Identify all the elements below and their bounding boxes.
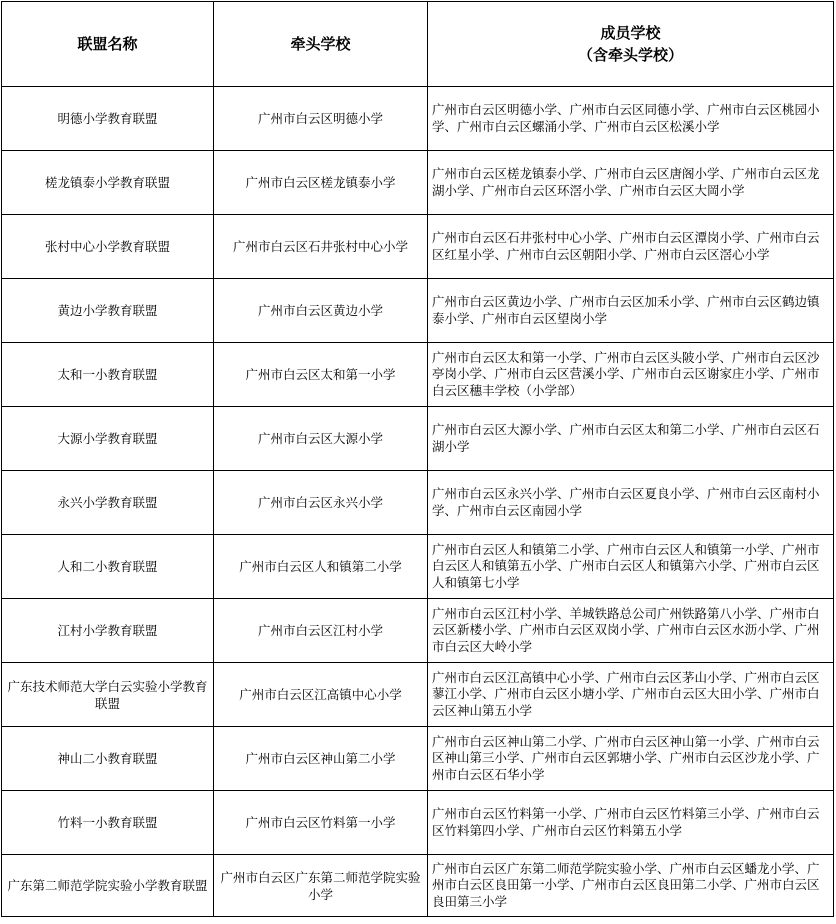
member-schools: 广州市白云区人和镇第二小学、广州市白云区人和镇第一小学、广州市白云区人和镇第五小学、广州市白云区人和镇第六小学、广州市白云区人和镇第七小学	[428, 535, 834, 599]
alliance-name: 竹料一小教育联盟	[2, 791, 214, 855]
lead-school: 广州市白云区竹料第一小学	[214, 791, 428, 855]
header-name: 联盟名称	[2, 2, 214, 87]
table-row	[2, 87, 834, 151]
member-schools: 广州市白云区大源小学、广州市白云区太和第二小学、广州市白云区石湖小学	[428, 407, 834, 471]
member-schools: 广州市白云区太和第一小学、广州市白云区头陂小学、广州市白云区沙亭岗小学、广州市白云区营溪小学、广州市白云区谢家庄小学、广州市白云区穗丰学校（小学部）	[428, 343, 834, 407]
table-row	[2, 471, 834, 535]
alliance-name: 黄边小学教育联盟	[2, 279, 214, 343]
alliance-name: 太和一小教育联盟	[2, 343, 214, 407]
table-row	[2, 791, 834, 855]
lead-school: 广州市白云区黄边小学	[214, 279, 428, 343]
alliance-name: 张村中心小学教育联盟	[2, 215, 214, 279]
lead-school: 广州市白云区江村小学	[214, 599, 428, 663]
lead-school: 广州市白云区槎龙镇泰小学	[214, 151, 428, 215]
table-row	[2, 151, 834, 215]
lead-school: 广州市白云区大源小学	[214, 407, 428, 471]
member-schools: 广州市白云区神山第二小学、广州市白云区神山第一小学、广州市白云区神山第三小学、广州市白云区郭塘小学、广州市白云区沙龙小学、广州市白云区石华小学	[428, 727, 834, 791]
table-row	[2, 407, 834, 471]
alliance-name: 江村小学教育联盟	[2, 599, 214, 663]
member-schools: 广州市白云区槎龙镇泰小学、广州市白云区唐阁小学、广州市白云区龙湖小学、广州市白云区环滘小学、广州市白云区大岡小学	[428, 151, 834, 215]
table-row	[2, 343, 834, 407]
member-schools: 广州市白云区江高镇中心小学、广州市白云区茅山小学、广州市白云区蓼江小学、广州市白云区小塘小学、广州市白云区大田小学、广州市白云区神山第五小学	[428, 663, 834, 727]
alliance-name: 人和二小教育联盟	[2, 535, 214, 599]
lead-school: 广州市白云区石井张村中心小学	[214, 215, 428, 279]
table-row	[2, 727, 834, 791]
member-schools: 广州市白云区黄边小学、广州市白云区加禾小学、广州市白云区鹤边镇泰小学、广州市白云区望岗小学	[428, 279, 834, 343]
table-row	[2, 855, 834, 917]
alliance-table	[1, 1, 834, 917]
alliance-name: 广东技术师范大学白云实验小学教育联盟	[2, 663, 214, 727]
lead-school: 广州市白云区太和第一小学	[214, 343, 428, 407]
table-row	[2, 535, 834, 599]
member-schools: 广州市白云区广东第二师范学院实验小学、广州市白云区蟠龙小学、广州市白云区良田第一小学、广州市白云区良田第二小学、广州市白云区良田第三小学	[428, 855, 834, 917]
table-row	[2, 215, 834, 279]
lead-school: 广州市白云区江高镇中心小学	[214, 663, 428, 727]
member-schools: 广州市白云区永兴小学、广州市白云区夏良小学、广州市白云区南村小学、广州市白云区南园小学	[428, 471, 834, 535]
header-lead: 牵头学校	[214, 2, 428, 87]
table-row	[2, 279, 834, 343]
table-row	[2, 663, 834, 727]
table-row	[2, 599, 834, 663]
header-members	[428, 2, 834, 87]
alliance-name: 广东第二师范学院实验小学教育联盟	[2, 855, 214, 917]
lead-school: 广州市白云区广东第二师范学院实验小学	[214, 855, 428, 917]
lead-school: 广州市白云区人和镇第二小学	[214, 535, 428, 599]
member-schools: 广州市白云区石井张村中心小学、广州市白云区潭岗小学、广州市白云区红星小学、广州市白云区朝阳小学、广州市白云区滘心小学	[428, 215, 834, 279]
lead-school: 广州市白云区明德小学	[214, 87, 428, 151]
header-members-line1: 成员学校	[600, 24, 661, 42]
lead-school: 广州市白云区永兴小学	[214, 471, 428, 535]
header-members-line2: （含牵头学校）	[577, 46, 683, 64]
member-schools: 广州市白云区江村小学、羊城铁路总公司广州铁路第八小学、广州市白云区新楼小学、广州市白云区双岗小学、广州市白云区水沥小学、广州市白云区大岭小学	[428, 599, 834, 663]
alliance-name: 明德小学教育联盟	[2, 87, 214, 151]
header-row	[2, 2, 834, 87]
alliance-name: 神山二小教育联盟	[2, 727, 214, 791]
lead-school: 广州市白云区神山第二小学	[214, 727, 428, 791]
alliance-name: 永兴小学教育联盟	[2, 471, 214, 535]
member-schools: 广州市白云区竹料第一小学、广州市白云区竹料第三小学、广州市白云区竹料第四小学、广州市白云区竹料第五小学	[428, 791, 834, 855]
member-schools: 广州市白云区明德小学、广州市白云区同德小学、广州市白云区桃园小学、广州市白云区螺涌小学、广州市白云区松溪小学	[428, 87, 834, 151]
alliance-name: 槎龙镇泰小学教育联盟	[2, 151, 214, 215]
alliance-name: 大源小学教育联盟	[2, 407, 214, 471]
